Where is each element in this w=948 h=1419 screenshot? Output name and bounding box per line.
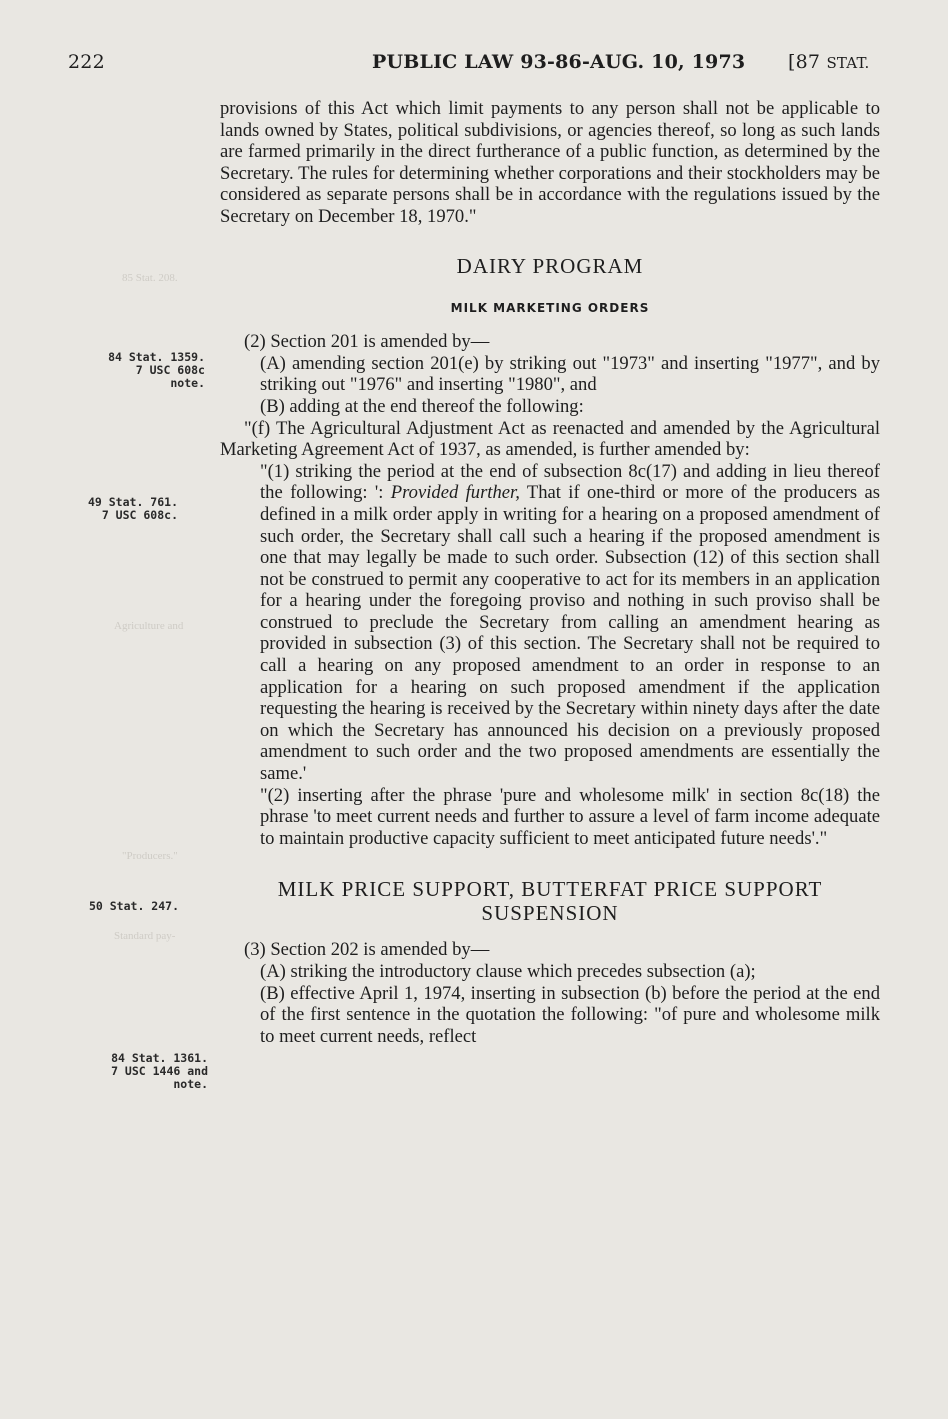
margin-note [55,900,179,913]
paragraph-2a-text: (A) amending section 201(e) by striking out "1973" and inserting "1977", and by striking out "1976" and inserting "1980", and [260,352,880,396]
margin-note-line: 7 USC 608c. [101,508,178,522]
margin-note-line: 49 Stat. 761. [87,495,178,509]
paragraph-2a [220,353,880,396]
margin-note-line: note. [170,376,205,390]
volume-citation [788,51,869,73]
margin-note [55,351,205,390]
paragraph-f1-italic: Provided further, [390,482,520,504]
margin-note-line: 7 USC 1446 and [111,1064,208,1078]
ghost-note: "Producers." [122,850,178,862]
running-title: PUBLIC LAW 93-86-AUG. 10, 1973 [372,51,746,73]
paragraph-f: "(f) The Agricultural Adjustment Act as reenacted and amended by the Agricultural Marketing Agreement Act of 1937, as amended, is further amended by: [220,417,880,461]
paragraph-3b: (B) effective April 1, 1974, inserting in subsection (b) before the period at the end of the first sentence in the quotation the following: "of pure and wholesome milk to meet current needs, reflect [260,982,880,1047]
paragraph-f1-start: "(1) striking the period at the end of subsection 8c(17) and adding in lieu thereof the following: ': [260,460,880,504]
volume-suffix: STAT. [826,54,870,72]
ghost-note: Agriculture and [114,620,184,632]
page-number: 222 [68,51,105,73]
paragraph-f1 [220,461,880,785]
margin-note-line: 84 Stat. 1361. [111,1051,208,1065]
paragraph-f1-rest: That if one-third or more of the producers as defined in a milk order apply in writing for a hearing on a proposed amendment of such order, the Secretary shall call such a hearing if the proposed amendment is one that may legally be made to such order. Subsection (12) of this section shall not be construed to permit any cooperative to act for its members in an application for a hearing under the foregoing proviso and nothing in such proviso shall be construed to preclude the Secretary from calling an amendment hearing as provided in subsection (3) of this section. The Secretary shall not be required to call a hearing on any proposed amendment to an order in response to an application for a hearing on such proposed amendment if the application requesting the hearing is received by the Secretary within ninety days after the date on which the Secretary has announced his decision on a previously proposed amendment to such order and the two proposed amendments are essentially the same.' [260,482,880,785]
intro-paragraph: provisions of this Act which limit payments to any person shall not be applicable to lands owned by States, political subdivisions, or agencies thereof, so long as such lands are farmed primarily in the direct furtherance of a public function, as determined by the Secretary. The rules for determining whether corporations and their stockholders may be considered as separate persons shall be in accordance with the regulations issued by the Secretary on December 18, 1970." [220,98,880,227]
paragraph-3a: (A) striking the introductory clause which precedes subsection (a); [260,961,756,982]
paragraph-2b: (B) adding at the end thereof the following: [260,395,584,417]
volume-prefix: [87 [788,51,827,73]
paragraph-3: (3) Section 202 is amended by— [244,939,490,961]
paragraph-f2: "(2) inserting after the phrase 'pure and wholesome milk' in section 8c(18) the phrase 'to meet current needs and further to assure a level of farm income adequate to maintain productive capacity sufficient to meet anticipated future needs'." [260,784,880,849]
margin-note [40,1052,208,1091]
margin-note [55,496,178,522]
margin-note-line: 84 Stat. 1359. [108,350,205,364]
margin-note-line: 7 USC 608c [135,363,205,377]
margin-note-line: note. [173,1077,208,1091]
section-heading-dairy: DAIRY PROGRAM [456,253,644,278]
subheading-milk-marketing-orders: MILK MARKETING ORDERS [450,300,650,315]
ghost-note: 85 Stat. 208. [122,272,178,284]
paragraph-2: (2) Section 201 is amended by— [244,331,490,353]
body-text [220,98,880,1047]
section-heading-milk-price-support: MILK PRICE SUPPORT, BUTTERFAT PRICE SUPPORT SUSPENSION [277,877,823,926]
margin-note-line: 50 Stat. 247. [88,899,179,913]
ghost-note: Standard pay- [114,930,176,942]
